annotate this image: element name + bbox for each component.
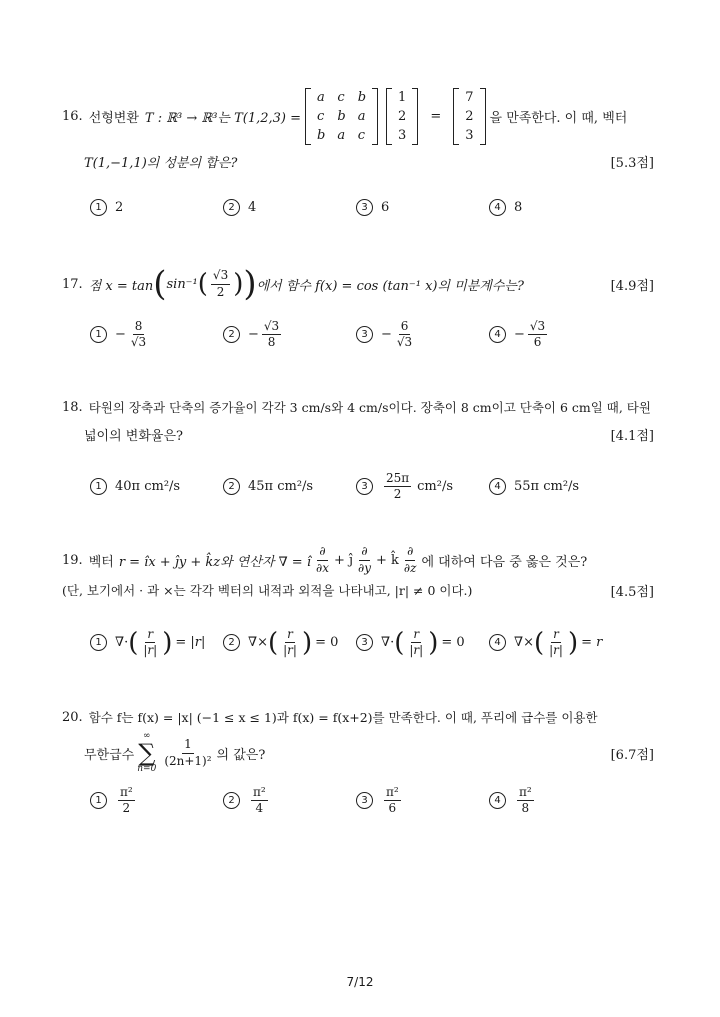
- choice[interactable]: [489, 786, 622, 815]
- question-number: 19.: [62, 552, 83, 568]
- fraction: [141, 628, 159, 657]
- choices-19: [90, 628, 654, 657]
- question-text: 선형변환: [88, 110, 139, 126]
- choice[interactable]: 3 ∇· ( $\frac{r}{|r|}$ ) = 0: [356, 628, 489, 657]
- fraction-numerator: π²: [251, 786, 268, 801]
- choice[interactable]: [90, 478, 223, 495]
- choice-sign: −: [248, 327, 259, 343]
- fraction: [528, 320, 547, 349]
- choice-marker: 3: [356, 792, 373, 809]
- choices-17: [90, 320, 654, 349]
- question-number: 17.: [62, 276, 83, 292]
- choice-marker: 2: [223, 634, 240, 651]
- fraction-numerator: r: [145, 628, 155, 643]
- choice-operator: ∇·: [381, 635, 395, 651]
- choice[interactable]: [223, 320, 356, 349]
- choice[interactable]: [489, 320, 622, 349]
- choice-marker: 3: [356, 634, 373, 651]
- vector-cell: 2: [465, 108, 474, 124]
- equals-sign: =: [430, 108, 442, 124]
- choice-marker: 1: [90, 478, 107, 495]
- question-19: 19. 벡터 r = îx + ĵy + k̂z와 연산자 ∇ = î $\frac{\partial}{\partial x}$ + ĵ $\frac{\partial}{\partial y}$ + k̂ $\frac{\partial}{\partial z}$ 에 대하여 다음 중 옳은 것은? (단, 보기에서 · 과 ×는 각각 벡터의 내적과 외적을 나타내고, |r| ≠ 0 이다.) [4.5점]: [62, 544, 654, 600]
- vector-cell: 2: [398, 108, 407, 124]
- fraction: [407, 628, 425, 657]
- fraction-denominator: |r|: [143, 643, 158, 658]
- choice-text: 40π cm²/s: [115, 479, 181, 495]
- matrix-cell: b: [357, 89, 367, 105]
- fraction-denominator: √3: [130, 335, 147, 350]
- points-label: [6.7점]: [610, 747, 654, 763]
- fraction-denominator: 6: [388, 801, 397, 816]
- choices-20: [90, 786, 654, 815]
- fraction-numerator: r: [551, 628, 561, 643]
- choice-marker: 1: [90, 634, 107, 651]
- matrix-cell: c: [337, 89, 345, 105]
- fraction: [402, 545, 419, 574]
- question-text: (단, 보기에서 · 과 ×는 각각 벡터의 내적과 외적을 나타내고, |r| ≠ 0 이다.): [62, 583, 473, 598]
- choice-marker: 2: [223, 199, 240, 216]
- summation: ∞ ∑ n=0: [137, 731, 157, 774]
- matrix-cell: a: [317, 89, 325, 105]
- fraction-numerator: 8: [133, 320, 145, 335]
- question-16: [62, 86, 654, 171]
- matrix-cell: c: [317, 108, 325, 124]
- choice-marker: 2: [223, 478, 240, 495]
- vector-cell: 3: [465, 127, 474, 143]
- fraction-denominator: √3: [396, 335, 413, 350]
- question-text: 벡터: [88, 554, 114, 570]
- matrix-cell: a: [337, 127, 346, 143]
- fraction-denominator: (2n+1)²: [164, 753, 212, 768]
- question-number: 18.: [62, 399, 83, 415]
- question-number: 16.: [62, 108, 83, 124]
- fraction-numerator: ∂: [405, 545, 415, 560]
- choice-operator: ∇×: [248, 635, 268, 651]
- choice[interactable]: 2 ∇× ( $\frac{r}{|r|}$ ) = 0: [223, 628, 356, 657]
- fraction: [251, 786, 268, 815]
- choice-marker: 4: [489, 478, 506, 495]
- choice[interactable]: [356, 199, 489, 216]
- points-label: [5.3점]: [610, 156, 654, 171]
- choice-text: 4: [248, 200, 257, 215]
- fraction: [517, 786, 534, 815]
- fraction-denominator: 2: [216, 284, 225, 299]
- choice[interactable]: [223, 786, 356, 815]
- matrix-cell: b: [317, 127, 326, 143]
- inverse-sine: sin⁻¹: [166, 276, 198, 292]
- fraction-denominator: 4: [255, 801, 264, 816]
- fraction-numerator: 1: [182, 738, 194, 753]
- question-text: T(1,−1,1)의 성분의 합은?: [84, 156, 238, 171]
- choice-rhs: = |r|: [175, 635, 206, 651]
- choices-16: [90, 199, 654, 216]
- choice[interactable]: [90, 786, 223, 815]
- fraction-denominator: ∂z: [403, 560, 417, 575]
- fraction-denominator: 2: [122, 801, 131, 816]
- points-label: [4.9점]: [610, 278, 654, 294]
- choice-sign: −: [115, 327, 126, 343]
- choice-rhs: = 0: [441, 635, 465, 651]
- choice[interactable]: [223, 199, 356, 216]
- question-text: 타원의 장축과 단축의 증가율이 각각 3 cm/s와 4 cm/s이다. 장축이 8 cm이고 단축이 6 cm일 때, 타원: [88, 400, 651, 415]
- question-number: 20.: [62, 709, 83, 725]
- vector: [453, 88, 485, 145]
- choice-marker: 4: [489, 326, 506, 343]
- choice-marker: 1: [90, 792, 107, 809]
- choice-marker: 3: [356, 199, 373, 216]
- question-text: 넓이의 변화율은?: [84, 429, 184, 444]
- vector: [386, 88, 418, 145]
- choice-marker: 4: [489, 634, 506, 651]
- question-20: [62, 708, 654, 776]
- vector-cell: 3: [398, 127, 407, 143]
- choice-text: 55π cm²/s: [514, 479, 580, 495]
- fraction: [356, 545, 373, 574]
- fraction-denominator: 8: [267, 335, 276, 350]
- fraction-numerator: π²: [517, 786, 534, 801]
- fraction-numerator: √3: [211, 269, 230, 284]
- fraction: [262, 320, 281, 349]
- vector-cell: 7: [465, 89, 474, 105]
- fraction: [547, 628, 565, 657]
- choice[interactable]: [489, 199, 622, 216]
- fraction-numerator: 25π: [384, 472, 411, 487]
- choice-operator: ∇×: [514, 635, 534, 651]
- question-17: 17. 점 x = tan ( sin⁻¹ ( $\frac{√3}{2}$ ) ) 에서 함수 f(x) = cos (tan⁻¹ x)의 미분계수는? [4.9점]: [62, 264, 654, 304]
- question-text: 함수 f는 f(x) = |x| (−1 ≤ x ≤ 1)과 f(x) = f(x+2)를 만족한다. 이 때, 푸리에 급수를 이용한: [88, 710, 598, 725]
- choice-marker: 2: [223, 792, 240, 809]
- fraction-numerator: ∂: [317, 545, 327, 560]
- choice-text: 6: [381, 200, 390, 215]
- fraction-denominator: 8: [521, 801, 530, 816]
- choice[interactable]: [489, 478, 622, 495]
- choices-18: [90, 472, 654, 501]
- choice-text: 45π cm²/s: [248, 479, 314, 495]
- choice-unit: cm²/s: [417, 479, 454, 495]
- page-number: 7/12: [346, 975, 374, 989]
- fraction: [395, 320, 414, 349]
- choice-marker: 3: [356, 478, 373, 495]
- choice[interactable]: [356, 786, 489, 815]
- fraction: [384, 472, 411, 501]
- choice-rhs: = r: [581, 635, 603, 651]
- question-text: 무한급수: [84, 747, 135, 763]
- choice[interactable]: 4 ∇× ( $\frac{r}{|r|}$ ) = r: [489, 628, 622, 657]
- choice[interactable]: [356, 320, 489, 349]
- question-text: r = îx + ĵy + k̂z와 연산자 ∇ = î: [118, 554, 311, 570]
- question-text: T : ℝ³ → ℝ³는 T(1,2,3) =: [144, 110, 302, 126]
- fraction: [118, 786, 135, 815]
- choice-marker: 1: [90, 199, 107, 216]
- fraction-numerator: ∂: [359, 545, 369, 560]
- choice-rhs: = 0: [315, 635, 339, 651]
- fraction: [211, 269, 230, 298]
- choice-operator: ∇·: [115, 635, 129, 651]
- choice-marker: 1: [90, 326, 107, 343]
- choice-sign: −: [381, 327, 392, 343]
- choice-text: 8: [514, 200, 523, 215]
- fraction: [162, 738, 213, 767]
- fraction-denominator: |r|: [409, 643, 424, 658]
- fraction-denominator: |r|: [283, 643, 297, 658]
- fraction: [314, 545, 331, 574]
- fraction-numerator: r: [411, 628, 421, 643]
- matrix-cell: c: [357, 127, 365, 143]
- fraction-numerator: 6: [399, 320, 411, 335]
- question-18: [62, 398, 654, 444]
- sum-lower-limit: n=0: [137, 764, 157, 774]
- points-label: [4.5점]: [610, 584, 654, 600]
- matrix-cell: a: [357, 108, 366, 124]
- choice-marker: 4: [489, 199, 506, 216]
- matrix-cell: b: [337, 108, 346, 124]
- vector-cell: 1: [398, 89, 407, 105]
- fraction-numerator: π²: [118, 786, 135, 801]
- choice[interactable]: [90, 320, 223, 349]
- fraction: [281, 628, 299, 657]
- matrix: [305, 88, 378, 145]
- question-text: 을 만족한다. 이 때, 벡터: [489, 110, 628, 126]
- choice-marker: 4: [489, 792, 506, 809]
- question-text: 에 대하여 다음 중 옳은 것은?: [421, 554, 588, 570]
- choice[interactable]: [356, 472, 489, 501]
- question-text: 에서 함수 f(x) = cos (tan⁻¹ x)의 미분계수는?: [256, 278, 524, 294]
- choice-sign: −: [514, 327, 525, 343]
- fraction-denominator: ∂y: [358, 560, 372, 575]
- choice-text: 2: [115, 200, 124, 215]
- choice-marker: 2: [223, 326, 240, 343]
- fraction: [384, 786, 401, 815]
- choice[interactable]: [90, 199, 223, 216]
- fraction-numerator: √3: [528, 320, 547, 335]
- fraction-denominator: |r|: [549, 643, 563, 658]
- sum-upper-limit: ∞: [143, 731, 151, 741]
- points-label: [4.1점]: [610, 429, 654, 444]
- choice-marker: 3: [356, 326, 373, 343]
- choice[interactable]: [223, 478, 356, 495]
- fraction-denominator: 6: [533, 335, 542, 350]
- choice[interactable]: 1 ∇· ( $\frac{r}{|r|}$ ) = |r|: [90, 628, 223, 657]
- fraction-numerator: π²: [384, 786, 401, 801]
- question-text: 의 값은?: [216, 747, 266, 763]
- question-text: 점 x = tan: [88, 278, 154, 294]
- fraction-denominator: 2: [393, 487, 402, 502]
- fraction-numerator: r: [285, 628, 295, 643]
- fraction-denominator: ∂x: [315, 560, 329, 575]
- fraction: [129, 320, 148, 349]
- fraction-numerator: √3: [262, 320, 281, 335]
